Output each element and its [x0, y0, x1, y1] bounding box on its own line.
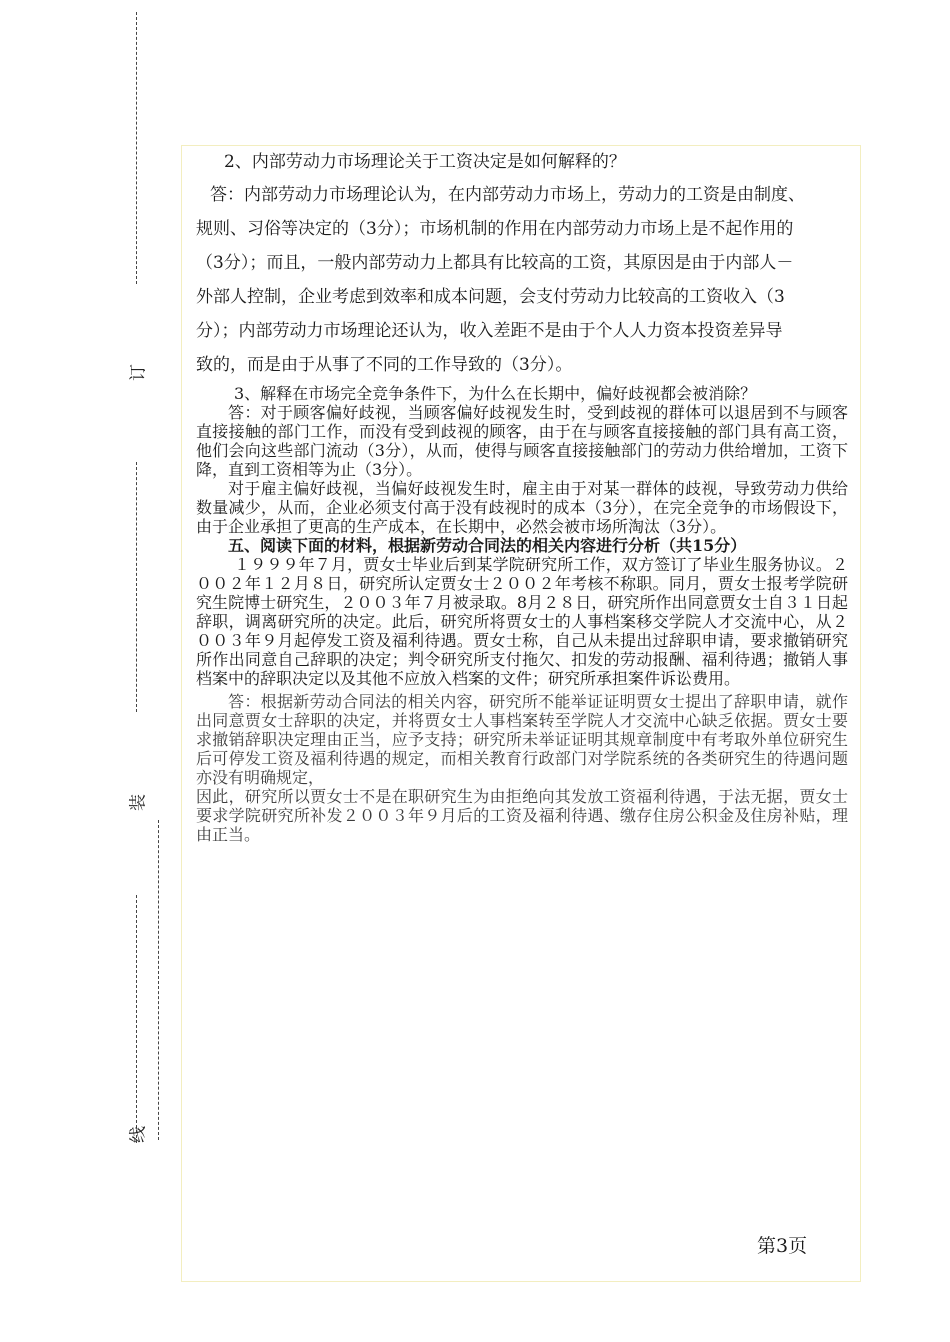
- binding-dashed-line-middle: [136, 462, 137, 712]
- answer-line: 致的，而是由于从事了不同的工作导致的（3分）。: [196, 355, 573, 375]
- page-number: 第3页: [757, 1235, 808, 1257]
- binding-char-xian: 线: [128, 1126, 149, 1143]
- question-2-title: 2、内部劳动力市场理论关于工资决定是如何解释的？: [224, 152, 626, 172]
- question-3-answer-employer: 对于雇主偏好歧视，当偏好歧视发生时，雇主由于对某一群体的歧视，导致劳动力供给数量减少，从而，企业必须支付高于没有歧视时的成本（3分），在完全竞争的市场假设下，由于企业承担了更高的生产成本，在长期中，必然会被市场所淘汰（3分）。: [196, 479, 848, 536]
- binding-char-zhuang: 装: [128, 794, 149, 811]
- answer-line: 分）；内部劳动力市场理论还认为，收入差距不是由于个人人力资本投资差异导: [196, 321, 783, 341]
- answer-line: 规则、习俗等决定的（3分）；市场机制的作用在内部劳动力市场上是不起作用的: [196, 219, 794, 239]
- section-5-answer-conclusion: 因此，研究所以贾女士不是在职研究生为由拒绝向其发放工资福利待遇，于法无据，贾女士要求学院研究所补发２００３年９月后的工资及福利待遇、缴存住房公积金及住房补贴，理由正当。: [196, 787, 848, 844]
- section-5-material: １９９９年７月，贾女士毕业后到某学院研究所工作，双方签订了毕业生服务协议。２００２年１２月８日，研究所认定贾女士２００２年考核不称职。同月，贾女士报考学院研究生院博士研究生，２００３年７月被录取。8月２８日，研究所作出同意贾女士自３１日起辞职，调离研究所的决定。此后，研究所将贾女士的人事档案移交学院人才交流中心，从２００３年９月起停发工资及福利待遇。贾女士称，自己从未提出过辞职申请，要求撤销研究所作出同意自己辞职的决定；判令研究所支付拖欠、扣发的劳动报酬、福利待遇；撤销人事档案中的辞职决定以及其他不应放入档案的文件；研究所承担案件诉讼费用。: [196, 555, 848, 688]
- section-5-answer: 答：根据新劳动合同法的相关内容，研究所不能举证证明贾女士提出了辞职申请，就作出同意贾女士辞职的决定，并将贾女士人事档案转至学院人才交流中心缺乏依据。贾女士要求撤销辞职决定理由正当，应予支持；研究所未举证证明其规章制度中有考取外单位研究生后可停发工资及福利待遇的规定，而相关教育行政部门对学院系统的各类研究生的待遇问题亦没有明确规定，: [196, 692, 848, 787]
- binding-dashed-line-inner: [158, 820, 159, 1140]
- answer-line: 答：内部劳动力市场理论认为，在内部劳动力市场上，劳动力的工资是由制度、: [210, 185, 805, 205]
- question-3-title: 3、解释在市场完全竞争条件下，为什么在长期中，偏好歧视都会被消除？: [234, 384, 757, 403]
- binding-char-ding: 订: [128, 364, 149, 381]
- answer-line: 外部人控制，企业考虑到效率和成本问题，会支付劳动力比较高的工资收入（3: [196, 287, 785, 307]
- question-3-answer-customer: 答：对于顾客偏好歧视，当顾客偏好歧视发生时，受到歧视的群体可以退居到不与顾客直接接触的部门工作，而没有受到歧视的顾客，由于在与顾客直接接触的部门具有高工资，他们会向这些部门流动（3分），从而，使得与顾客直接接触部门的劳动力供给增加，工资下降，直到工资相等为止（3分）。: [196, 403, 848, 479]
- section-5-title: 五、阅读下面的材料，根据新劳动合同法的相关内容进行分析（共15分）: [228, 536, 747, 555]
- binding-dashed-line-bottom: [136, 895, 137, 1143]
- binding-dashed-line-top: [136, 12, 137, 284]
- document-body: [196, 146, 848, 844]
- question-2-answer: [196, 178, 848, 382]
- answer-line: （3分）；而且，一般内部劳动力上都具有比较高的工资，其原因是由于内部人－: [196, 253, 794, 273]
